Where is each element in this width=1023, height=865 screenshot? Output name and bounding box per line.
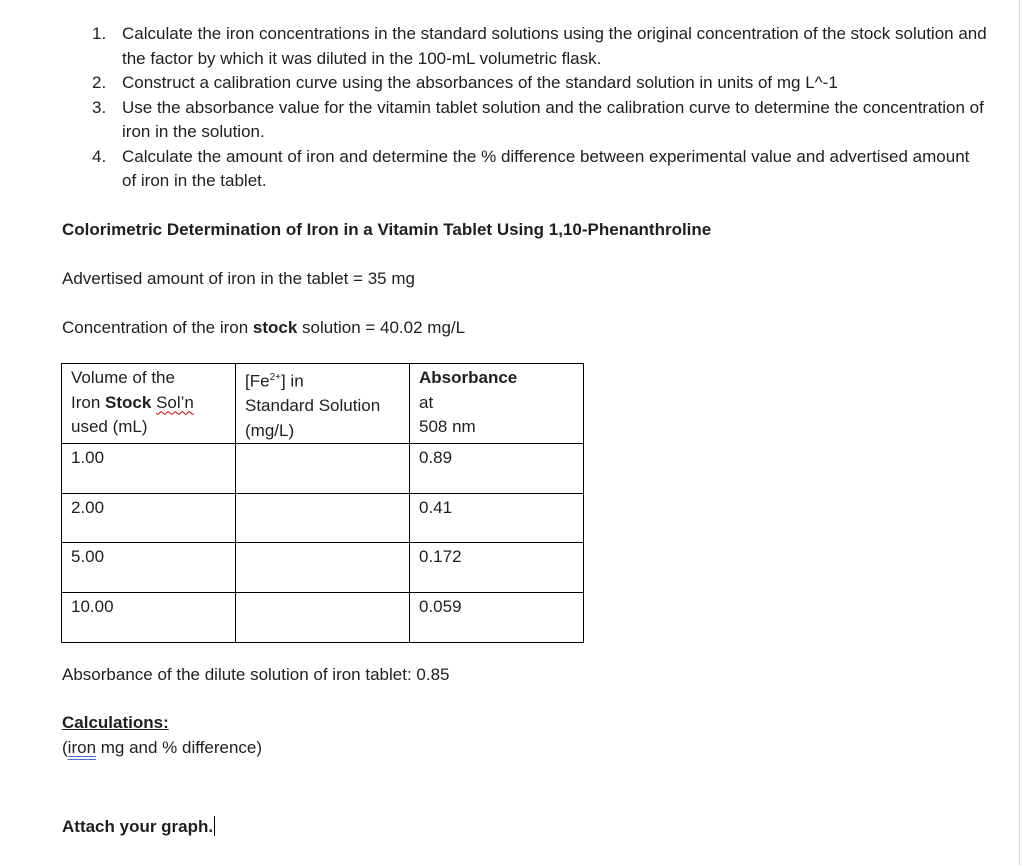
stock-concentration bbox=[62, 316, 465, 340]
list-number: 1. bbox=[92, 24, 107, 43]
concentration-cell[interactable] bbox=[236, 593, 410, 643]
list-number: 4. bbox=[92, 146, 107, 166]
absorbance-cell[interactable]: 0.172 bbox=[410, 543, 584, 593]
calculations-note: (iron mg and % difference) bbox=[62, 738, 263, 757]
table-row bbox=[62, 593, 584, 643]
table-row bbox=[62, 543, 584, 593]
advertised-amount: Advertised amount of iron in the tablet = 35 mg bbox=[62, 269, 415, 288]
concentration-cell[interactable] bbox=[236, 444, 410, 494]
list-number: 3. bbox=[92, 97, 107, 117]
header-volume-line1: Volume of the bbox=[71, 368, 175, 387]
list-number: 2. bbox=[92, 73, 107, 92]
header-conc-line3: (mg/L) bbox=[245, 420, 295, 440]
volume-cell[interactable]: 5.00 bbox=[62, 543, 236, 593]
instruction-list bbox=[88, 22, 988, 194]
stock-suffix: solution = 40.02 mg/L bbox=[297, 318, 466, 337]
list-item bbox=[88, 71, 988, 96]
header-conc-line1: $[Fe^{2+}]$ in bbox=[245, 371, 304, 391]
absorbance-cell[interactable]: 0.89 bbox=[410, 444, 584, 494]
table-row bbox=[62, 444, 584, 494]
document-title: Colorimetric Determination of Iron in a Vitamin Tablet Using 1,10-Phenanthroline bbox=[62, 220, 712, 239]
list-text: Construct a calibration curve using the absorbances of the standard solution in units of mg L^-1 bbox=[122, 73, 838, 92]
list-text: Calculate the iron concentrations in the standard solutions using the original concentration of the stock solution and the factor by which it was diluted in the 100-mL volumetric flask. bbox=[122, 24, 987, 68]
list-text: Use the absorbance value for the vitamin tablet solution and the calibration curve to determine the concentration of iron in the solution. bbox=[122, 97, 984, 141]
header-absorbance[interactable] bbox=[410, 364, 584, 444]
text-cursor bbox=[214, 816, 215, 836]
volume-cell[interactable]: 2.00 bbox=[62, 494, 236, 543]
header-volume-line2: Iron Stock Sol’n bbox=[71, 392, 194, 412]
absorbance-cell[interactable]: 0.059 bbox=[410, 593, 584, 643]
absorbance-table bbox=[61, 363, 584, 643]
table-header-row bbox=[62, 364, 584, 444]
stock-bold-word: stock bbox=[252, 318, 298, 337]
list-text: Calculate the amount of iron and determine the % difference between experimental value and advertised amount of iron in the tablet. bbox=[122, 146, 970, 190]
attach-graph[interactable]: Attach your graph. bbox=[62, 817, 214, 836]
header-abs-line2: at bbox=[419, 392, 434, 412]
list-item bbox=[88, 145, 988, 194]
header-volume[interactable] bbox=[62, 364, 236, 444]
list-item bbox=[88, 22, 988, 71]
table-row bbox=[62, 494, 584, 543]
concentration-cell[interactable] bbox=[236, 543, 410, 593]
header-conc-line2: Standard Solution bbox=[245, 396, 381, 416]
header-abs-line1: Absorbance bbox=[419, 368, 518, 387]
header-volume-line3: used (mL) bbox=[71, 417, 148, 436]
volume-cell[interactable]: 10.00 bbox=[62, 593, 236, 643]
calculations-label: Calculations: bbox=[62, 713, 169, 732]
stock-prefix: Concentration of the iron bbox=[62, 318, 253, 337]
tablet-absorbance: Absorbance of the dilute solution of iron tablet: 0.85 bbox=[62, 665, 450, 684]
iron-word: iron bbox=[67, 738, 97, 757]
list-item bbox=[88, 96, 988, 145]
concentration-cell[interactable] bbox=[236, 494, 410, 543]
volume-cell[interactable]: 1.00 bbox=[62, 444, 236, 494]
header-concentration[interactable] bbox=[236, 364, 410, 444]
header-abs-line3: 508 nm bbox=[419, 417, 476, 436]
absorbance-cell[interactable]: 0.41 bbox=[410, 494, 584, 543]
